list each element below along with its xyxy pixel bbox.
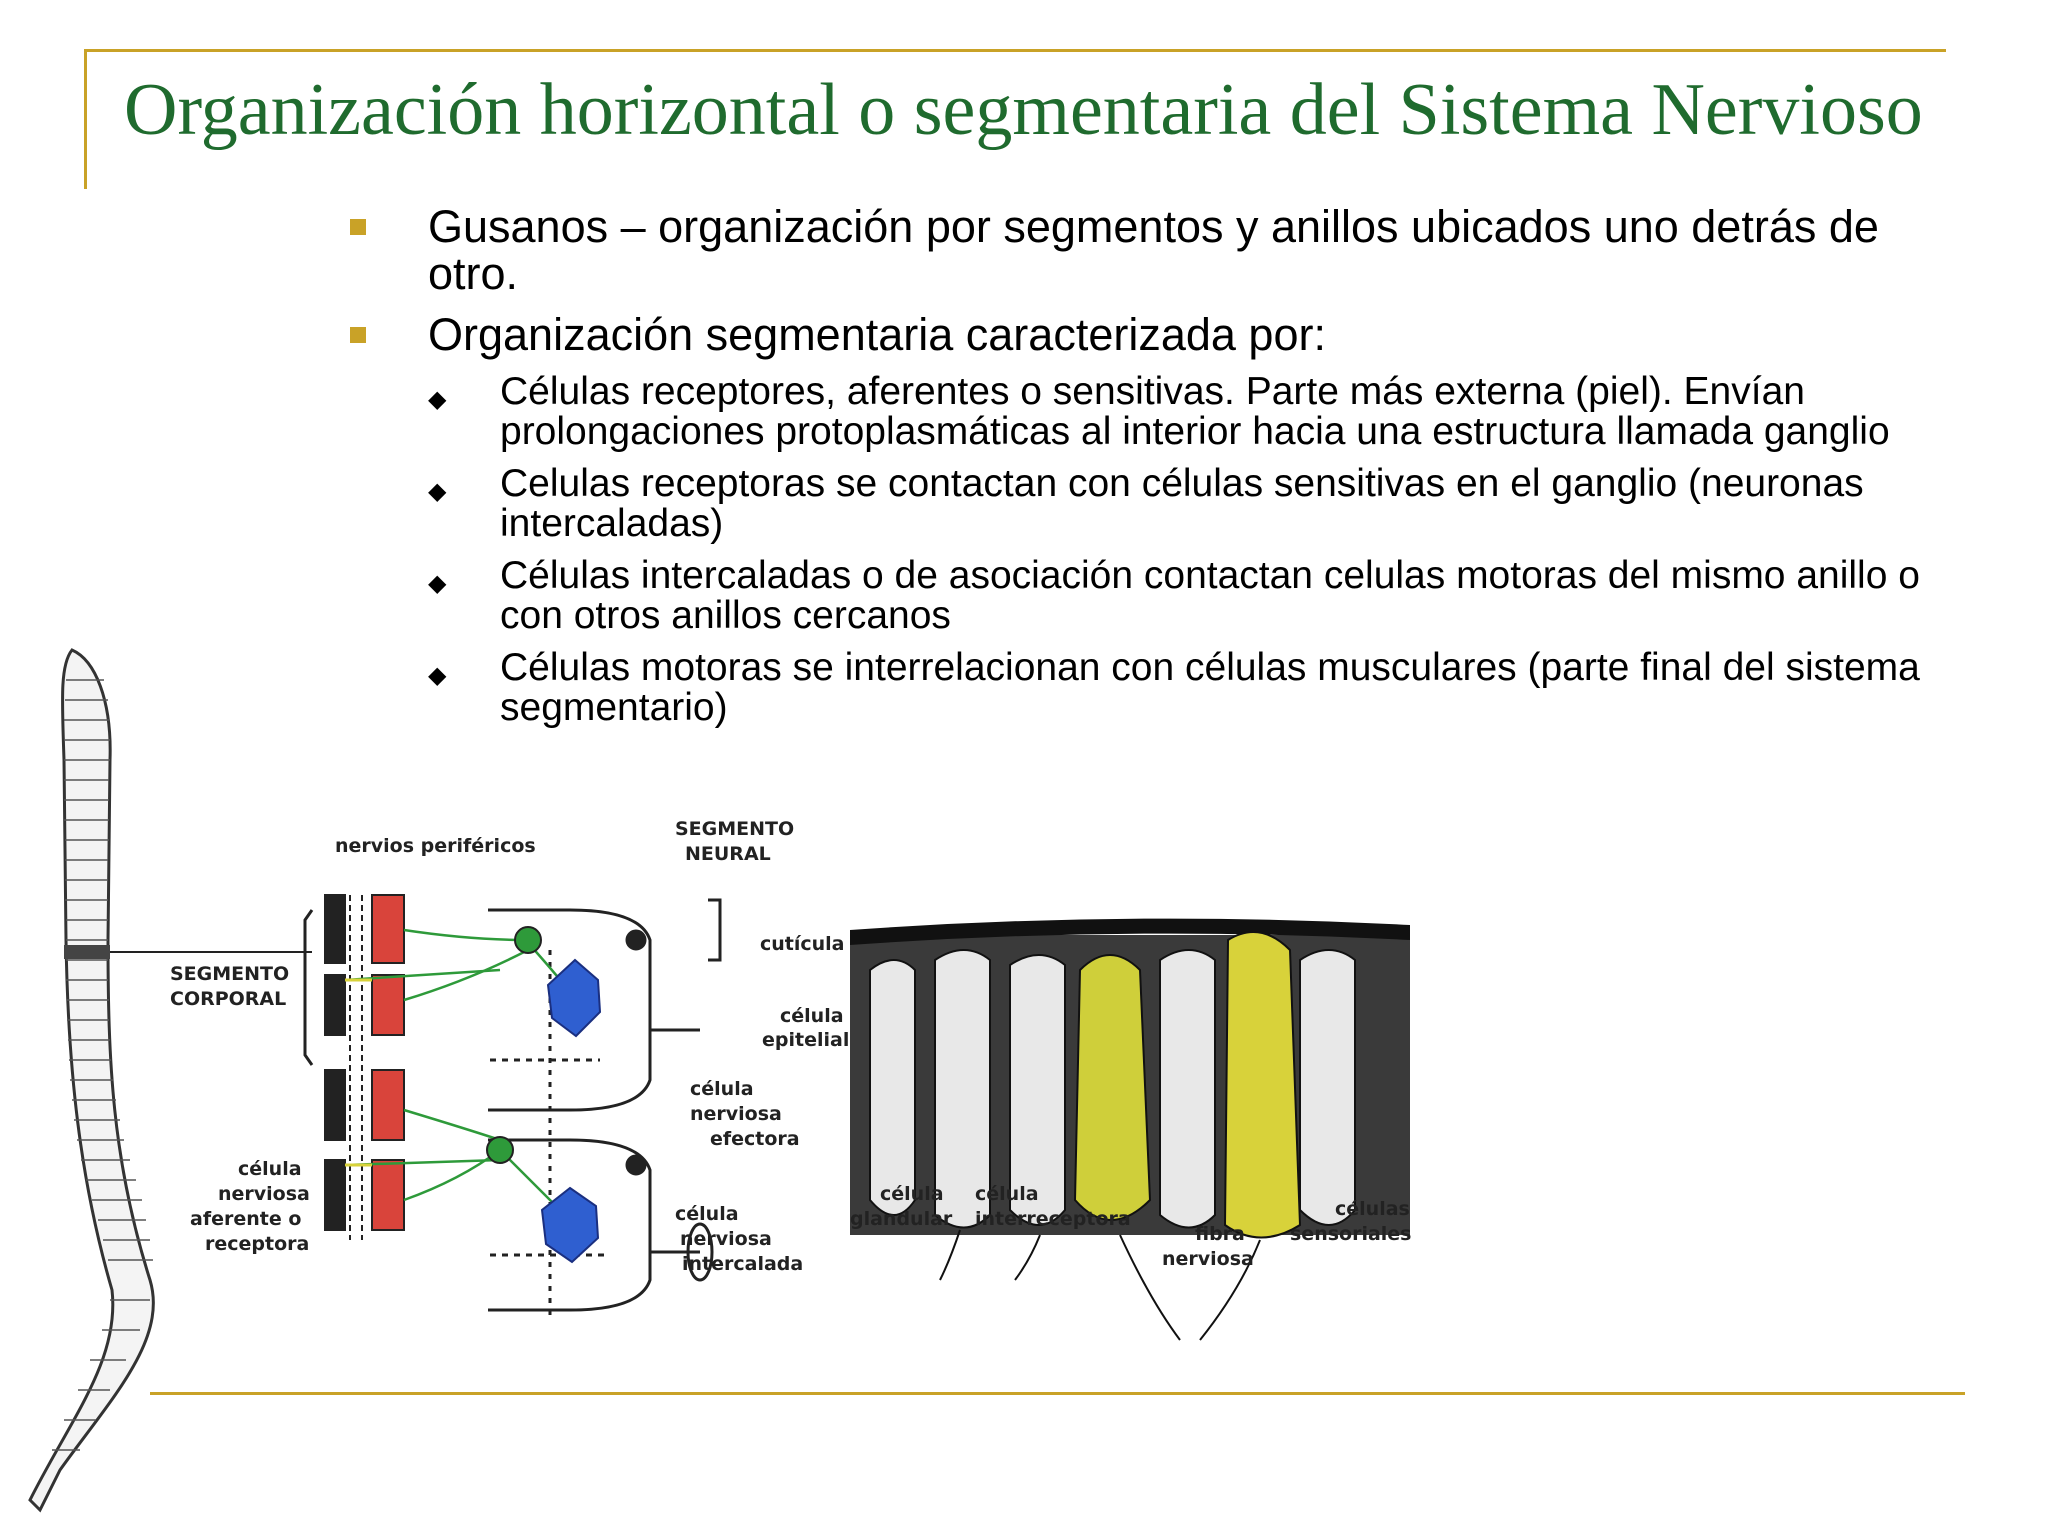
bullet-text: Gusanos – organización por segmentos y anillos ubicados uno detrás de otro.: [428, 201, 1879, 299]
label-intercalada-2: nerviosa: [680, 1228, 772, 1250]
sub-bullet-item: [428, 372, 1950, 452]
label-intercalada-1: célula: [675, 1203, 739, 1225]
glandular-cell: [1075, 955, 1150, 1220]
slide-title: Organización horizontal o segmentaria del Sistema Nervioso: [124, 69, 1923, 151]
label-interreceptora-2: interreceptora: [975, 1208, 1131, 1230]
square-bullet-icon: [350, 327, 366, 343]
label-cuticula: cutícula: [760, 933, 845, 955]
worm-highlighted-segment: [64, 945, 110, 959]
diamond-bullet-icon: ◆: [428, 662, 447, 689]
label-segmento-neural-1: SEGMENTO: [675, 818, 795, 840]
neural-segment-diagram: [305, 900, 720, 1320]
label-sensoriales-2: sensoriales: [1290, 1223, 1412, 1245]
sub-bullet-item: [428, 464, 1950, 544]
label-glandular-1: célula: [880, 1183, 944, 1205]
sub-bullet-item: [428, 556, 1950, 636]
label-interreceptora-1: célula: [975, 1183, 1039, 1205]
label-epitelial-1: célula: [780, 1005, 844, 1027]
label-aferente-3: aferente o: [190, 1208, 302, 1230]
worm-nervous-system-figure: [0, 640, 1420, 1530]
label-aferente-4: receptora: [205, 1233, 310, 1255]
label-fibra-2: nerviosa: [1162, 1248, 1254, 1270]
label-aferente-2: nerviosa: [218, 1183, 310, 1205]
square-bullet-icon: [350, 219, 366, 235]
diamond-bullet-icon: ◆: [428, 478, 447, 505]
sub-bullet-text: Células receptores, aferentes o sensitivas. Parte más externa (piel). Envían prolongaciones protoplasmáticas al interior hacia una estructura llamada ganglio: [500, 370, 1890, 453]
sensory-cells-yellow: [1225, 932, 1300, 1238]
sensory-cell-bottom: [487, 1137, 513, 1163]
label-fibra-1: fibra: [1195, 1223, 1245, 1245]
epidermis-section-illustration: [850, 919, 1410, 1340]
label-efectora-1: célula: [690, 1078, 754, 1100]
label-intercalada-3: intercalada: [682, 1253, 804, 1275]
bullet-item: [350, 311, 1950, 358]
bullet-text: Organización segmentaria caracterizada por:: [428, 309, 1326, 360]
label-sensoriales-1: células: [1335, 1198, 1410, 1220]
sub-bullet-text: Celulas receptoras se contactan con células sensitivas en el ganglio (neuronas intercaladas): [500, 462, 1864, 545]
sub-bullet-text: Células motoras se interrelacionan con células musculares (parte final del sistema segmentario): [500, 646, 1920, 729]
title-frame-left-line: [84, 49, 87, 189]
label-epitelial-2: epitelial: [762, 1029, 850, 1051]
diamond-bullet-icon: ◆: [428, 386, 447, 413]
label-segmento-corporal-1: SEGMENTO: [170, 963, 290, 985]
label-efectora-3: efectora: [710, 1128, 800, 1150]
sub-bullet-text: Células intercaladas o de asociación contactan celulas motoras del mismo anillo o con otros anillos cercanos: [500, 554, 1920, 637]
bullet-item: [350, 203, 1950, 297]
title-frame-top-line: [86, 49, 1946, 52]
interneuron-top: [548, 960, 600, 1036]
label-glandular-2: glandular: [850, 1208, 953, 1230]
label-segmento-neural-2: NEURAL: [685, 843, 771, 865]
diamond-bullet-icon: ◆: [428, 570, 447, 597]
receptor-cells: [325, 895, 404, 1240]
label-segmento-corporal-2: CORPORAL: [170, 988, 287, 1010]
sensory-cell-top: [515, 927, 541, 953]
label-aferente-1: célula: [238, 1158, 302, 1180]
label-nervios-perifericos: nervios periféricos: [335, 835, 536, 857]
earthworm-illustration: [30, 650, 312, 1510]
label-efectora-2: nerviosa: [690, 1103, 782, 1125]
